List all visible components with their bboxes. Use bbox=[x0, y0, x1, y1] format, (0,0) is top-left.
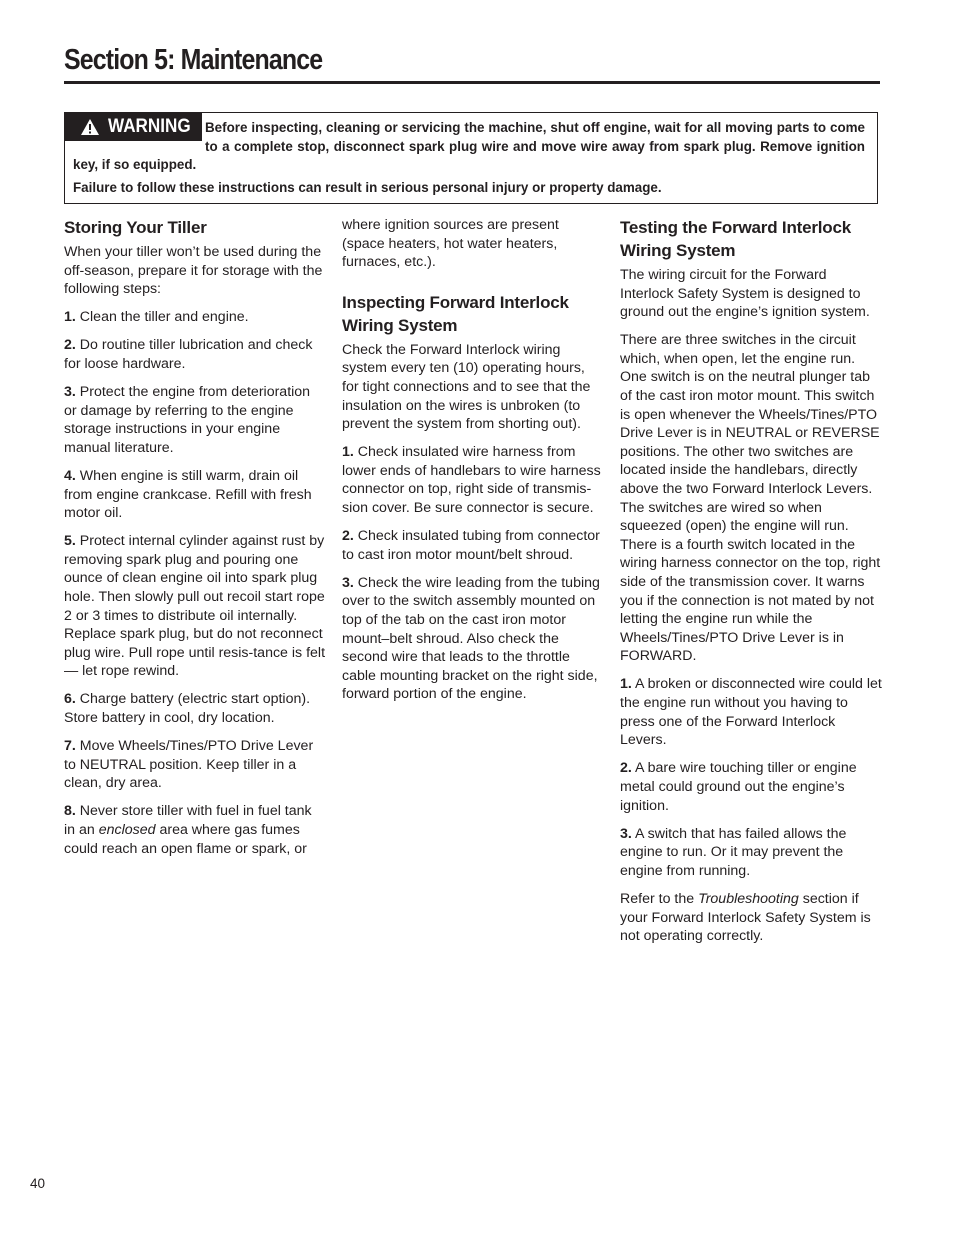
warning-box bbox=[64, 112, 878, 204]
storing-step: 7. Move Wheels/Tines/PTO Drive Lever to NEUTRAL position. Keep tiller in a clean, dry area. bbox=[64, 738, 314, 792]
warning-consequence: Failure to follow these instructions can result in serious personal injury or property damage. bbox=[73, 180, 662, 195]
testing-step: 3. A switch that has failed allows the engine to run. Or it may prevent the engine from running. bbox=[620, 825, 847, 879]
testing-step: 1. A broken or disconnected wire could let the engine run without you having to press one of the Forward Interlock Levers. bbox=[620, 676, 882, 749]
title-divider bbox=[64, 81, 880, 84]
testing-para: The wiring circuit for the Forward Interlock Safety System is designed to ground out the engine’s ignition system. bbox=[620, 267, 870, 321]
storing-step: 3. Protect the engine from deterioration or damage by referring to the engine storage instructions in your engine manual literature. bbox=[64, 384, 311, 456]
testing-heading: Testing the Forward Interlock Wiring System bbox=[620, 218, 851, 260]
storing-step: 4. When engine is still warm, drain oil from engine crankcase. Refill with fresh motor oil. bbox=[64, 467, 312, 522]
inspecting-intro: Check the Forward Interlock wiring system every ten (10) operating hours, for tight connections and to see that the insulation on the wires is unbroken (to prevent the system from shorting out). bbox=[342, 341, 591, 433]
page-number: 40 bbox=[30, 1176, 46, 1191]
warning-text: Before inspecting, cleaning or servicing the machine, shut off engine, wait for all moving parts to come to a complete stop, disconnect spark plug wire and move wire away from spark plug. Remove ignition key, if so equipped. bbox=[73, 120, 865, 172]
storing-step: 2. Do routine tiller lubrication and check for loose hardware. bbox=[64, 337, 313, 372]
storing-intro: When your tiller won’t be used during the off-season, prepare it for storage with the following steps: bbox=[64, 244, 323, 298]
page-title: Section 5: Maintenance bbox=[64, 44, 323, 76]
column-inspecting bbox=[342, 216, 604, 713]
storing-step: 6. Charge battery (electric start option). Store battery in cool, dry location. bbox=[64, 691, 311, 727]
storing-step: 1. Clean the tiller and engine. bbox=[64, 309, 249, 326]
column-testing bbox=[620, 216, 882, 955]
column-storing bbox=[64, 216, 326, 868]
storing-step-8: 8. Never store tiller with fuel in fuel tank in an enclosed area where gas fumes could reach an open flame or spark, or bbox=[64, 803, 312, 857]
inspecting-step: 2. Check insulated tubing from connector to cast iron motor mount/belt shroud. bbox=[342, 528, 600, 563]
inspecting-step: 1. Check insulated wire harness from lower ends of handlebars to wire harness connector on top, right side of transmis-sion cover. Be sure connector is secure. bbox=[342, 444, 601, 517]
testing-step: 2. A bare wire touching tiller or engine metal could ground out the engine’s ignition. bbox=[620, 760, 857, 814]
inspecting-step: 3. Check the wire leading from the tubing over to the switch assembly mounted on top of the tab on the cast iron motor mount–belt shroud. Also check the second wire that leads to the throttle cable mounting bracket on the right side, forward portion of the engine. bbox=[342, 574, 600, 703]
storing-continuation: where ignition sources are present (space heaters, hot water heaters, furnaces, etc.). bbox=[342, 217, 559, 271]
warning-label: WARNING bbox=[108, 116, 191, 137]
testing-para: There are three switches in the circuit which, when open, let the engine run. One switch is on the neutral plunger tab of the cast iron motor mount. This switch is open whenever the Wheels/Tines/PTO Drive Lever is in NEUTRAL or REVERSE positions. The other two switches are located inside the handlebars, directly above the two Forward Interlock Levers. The switches are wired so when squeezed (open) the engine will run. There is a fourth switch located in the wiring harness connector on the top, right side of the transmission cover. It warns you if the connection is not mated by not letting the engine run while the Wheels/Tines/PTO Drive Lever is in FORWARD. bbox=[620, 332, 881, 665]
storing-step: 5. Protect internal cylinder against rust by removing spark plug and pouring one ounce of clean engine oil into spark plug hole. Then slowly pull out recoil start rope 2 or 3 times to distribute oil internally. Replace spark plug, but do not reconnect plug wire. Pull rope until resis-tance is felt — let rope rewind. bbox=[64, 533, 326, 680]
testing-refer: Refer to the Troubleshooting section if your Forward Interlock Safety System is not operating correctly. bbox=[620, 890, 871, 945]
inspecting-heading: Inspecting Forward Interlock Wiring System bbox=[342, 292, 569, 335]
storing-heading: Storing Your Tiller bbox=[64, 218, 207, 237]
